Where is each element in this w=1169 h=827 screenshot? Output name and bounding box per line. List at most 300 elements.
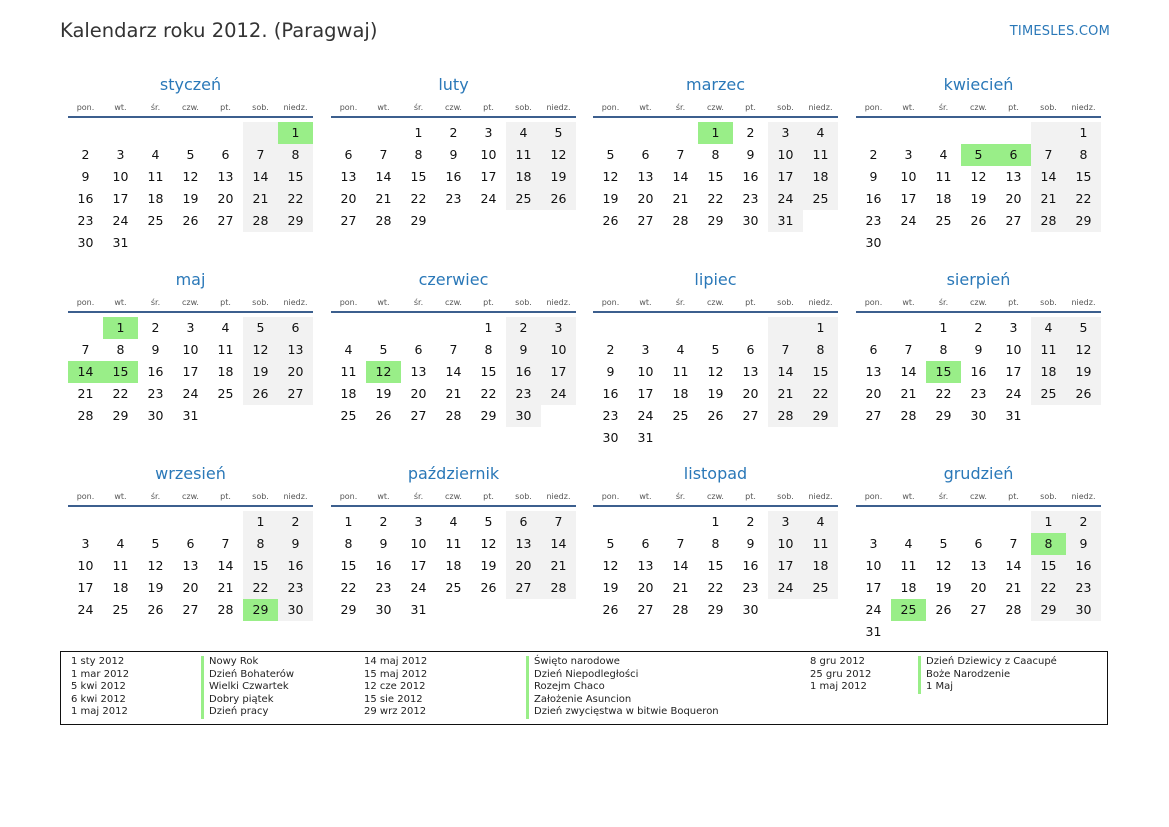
empty-day-cell <box>68 511 103 533</box>
day-cell: 12 <box>935 558 952 573</box>
day-cell: 29 <box>278 210 313 232</box>
day-cell: 30 <box>865 235 882 250</box>
day-cell: 31 <box>637 430 654 445</box>
day-cell: 14 <box>768 361 803 383</box>
day-cell: 28 <box>375 213 392 228</box>
day-cell: 5 <box>484 514 493 529</box>
day-cell: 27 <box>970 602 987 617</box>
empty-day-cell <box>103 122 138 144</box>
day-cell: 29 <box>112 408 129 423</box>
day-cell: 23 <box>77 213 94 228</box>
weekday-header <box>593 295 838 313</box>
weekday-label: pt. <box>220 492 231 501</box>
day-cell: 3 <box>1009 320 1018 335</box>
day-cell: 15 <box>480 364 497 379</box>
empty-day-cell <box>961 122 996 144</box>
day-cell: 13 <box>970 558 987 573</box>
empty-day-cell <box>961 511 996 533</box>
day-cell: 21 <box>375 191 392 206</box>
empty-day-cell <box>768 317 803 339</box>
day-cell: 3 <box>904 147 913 162</box>
day-cell: 2 <box>81 147 90 162</box>
day-cell: 19 <box>541 166 576 188</box>
holiday-date: 15 sie 2012 <box>364 693 423 705</box>
holiday-name: Wielki Czwartek <box>201 681 294 694</box>
day-cell: 17 <box>410 558 427 573</box>
day-cell: 13 <box>865 364 882 379</box>
weekday-label: śr. <box>150 492 161 501</box>
day-cell: 7 <box>1009 536 1018 551</box>
month-5 <box>68 269 313 427</box>
day-cell: 14 <box>541 533 576 555</box>
empty-day-cell <box>331 317 366 339</box>
holiday-date: 1 mar 2012 <box>71 668 130 680</box>
day-cell: 2 <box>151 320 160 335</box>
day-cell: 7 <box>221 536 230 551</box>
holiday-date: 1 maj 2012 <box>71 706 128 718</box>
day-cell: 8 <box>278 144 313 166</box>
weekday-label: niedz. <box>546 298 571 307</box>
day-cell: 20 <box>340 191 357 206</box>
day-cell: 25 <box>217 386 234 401</box>
holiday-col-names-3 <box>918 656 1057 694</box>
day-cell: 18 <box>900 580 917 595</box>
day-cell: 19 <box>1066 361 1101 383</box>
day-cell: 8 <box>711 536 720 551</box>
month-1 <box>68 74 313 254</box>
weekday-label: pon. <box>864 298 883 307</box>
empty-day-cell <box>593 317 628 339</box>
weekday-label: sob. <box>1040 492 1057 501</box>
weekday-label: śr. <box>150 103 161 112</box>
page-title: Kalendarz roku 2012. (Paragwaj) <box>60 19 378 42</box>
day-cell: 19 <box>602 580 619 595</box>
day-cell: 27 <box>637 213 654 228</box>
day-cell: 24 <box>637 408 654 423</box>
day-cell: 6 <box>974 536 983 551</box>
weekday-label: czw. <box>445 103 462 112</box>
day-cell: 23 <box>1066 577 1101 599</box>
day-cell: 9 <box>278 533 313 555</box>
day-cell: 18 <box>935 191 952 206</box>
day-cell: 26 <box>602 602 619 617</box>
day-cell: 25 <box>672 408 689 423</box>
day-cell: 13 <box>340 169 357 184</box>
holiday-name: Rozejm Chaco <box>526 681 719 694</box>
day-cell: 10 <box>541 339 576 361</box>
weekday-label: niedz. <box>546 492 571 501</box>
day-cell: 8 <box>344 536 353 551</box>
weekday-label: czw. <box>970 298 987 307</box>
day-cell: 8 <box>1066 144 1101 166</box>
day-cell: 4 <box>904 536 913 551</box>
weekday-label: śr. <box>150 298 161 307</box>
day-cell: 17 <box>865 580 882 595</box>
day-cell: 27 <box>340 213 357 228</box>
day-cell: 20 <box>1005 191 1022 206</box>
weekday-label: śr. <box>938 298 949 307</box>
day-cell: 7 <box>449 342 458 357</box>
month-8 <box>856 269 1101 427</box>
day-cell: 14 <box>672 558 689 573</box>
day-cell: 19 <box>147 580 164 595</box>
day-cell: 30 <box>1066 599 1101 621</box>
day-cell: 14 <box>672 169 689 184</box>
day-cell: 26 <box>147 602 164 617</box>
empty-day-cell <box>208 511 243 533</box>
weekday-header <box>856 295 1101 313</box>
day-cell: 10 <box>865 558 882 573</box>
day-cell: 27 <box>410 408 427 423</box>
day-cell: 14 <box>1005 558 1022 573</box>
day-cell: 6 <box>641 147 650 162</box>
day-cell: 2 <box>746 514 755 529</box>
day-cell: 27 <box>182 602 199 617</box>
month-3 <box>593 74 838 232</box>
day-cell: 4 <box>506 122 541 144</box>
day-cell: 26 <box>602 213 619 228</box>
day-cell: 5 <box>606 536 615 551</box>
day-cell: 10 <box>1005 342 1022 357</box>
empty-day-cell <box>593 511 628 533</box>
weekday-label: sob. <box>252 103 269 112</box>
day-cell: 20 <box>182 580 199 595</box>
day-cell: 20 <box>637 580 654 595</box>
month-11 <box>593 463 838 621</box>
weekday-label: pt. <box>745 298 756 307</box>
day-cell: 9 <box>449 147 458 162</box>
day-cell: 28 <box>768 405 803 427</box>
day-cell: 13 <box>506 533 541 555</box>
day-cell: 4 <box>151 147 160 162</box>
day-cell: 1 <box>711 514 720 529</box>
day-cell: 21 <box>77 386 94 401</box>
day-cell: 24 <box>410 580 427 595</box>
day-cell: 26 <box>970 213 987 228</box>
day-cell: 22 <box>243 577 278 599</box>
day-cell: 8 <box>116 342 125 357</box>
day-cell: 24 <box>480 191 497 206</box>
weekday-header <box>68 295 313 313</box>
day-cell: 10 <box>768 144 803 166</box>
day-cell: 6 <box>278 317 313 339</box>
day-cell: 1 <box>243 511 278 533</box>
weekday-label: pon. <box>339 298 358 307</box>
day-cell: 1 <box>414 125 423 140</box>
day-cell: 28 <box>243 210 278 232</box>
day-cell: 3 <box>541 317 576 339</box>
weekday-header <box>68 100 313 118</box>
day-cell: 31 <box>865 624 882 639</box>
month-name: wrzesień <box>155 464 226 483</box>
day-cell: 16 <box>506 361 541 383</box>
day-cell: 3 <box>186 320 195 335</box>
day-cell: 8 <box>484 342 493 357</box>
day-cell: 20 <box>637 191 654 206</box>
day-cell: 9 <box>606 364 615 379</box>
weekday-label: sob. <box>515 492 532 501</box>
day-cell: 18 <box>217 364 234 379</box>
day-cell: 30 <box>375 602 392 617</box>
day-cell: 23 <box>445 191 462 206</box>
day-cell: 28 <box>217 602 234 617</box>
day-cell: 4 <box>939 147 948 162</box>
days-grid <box>593 122 838 232</box>
day-cell: 28 <box>672 213 689 228</box>
day-cell: 17 <box>637 386 654 401</box>
weekday-label: śr. <box>413 103 424 112</box>
weekday-label: pt. <box>220 298 231 307</box>
day-cell: 2 <box>449 125 458 140</box>
day-cell: 9 <box>151 342 160 357</box>
day-cell: 23 <box>970 386 987 401</box>
day-cell: 25 <box>803 188 838 210</box>
month-2 <box>331 74 576 232</box>
holiday-date: 25 gru 2012 <box>810 668 872 680</box>
day-cell: 30 <box>506 405 541 427</box>
day-cell: 8 <box>711 147 720 162</box>
day-cell: 16 <box>970 364 987 379</box>
weekday-label: czw. <box>445 492 462 501</box>
day-cell: 30 <box>147 408 164 423</box>
day-cell: 15 <box>243 555 278 577</box>
holiday-name: Dobry piątek <box>201 694 294 707</box>
holiday-name: Dzień pracy <box>201 706 294 719</box>
day-cell: 3 <box>484 125 493 140</box>
empty-day-cell <box>68 317 103 339</box>
day-cell: 5 <box>186 147 195 162</box>
day-cell: 21 <box>1031 188 1066 210</box>
day-cell: 8 <box>939 342 948 357</box>
weekday-label: pon. <box>76 103 95 112</box>
weekday-label: śr. <box>413 298 424 307</box>
day-cell: 10 <box>410 536 427 551</box>
day-cell: 8 <box>243 533 278 555</box>
weekday-label: pon. <box>601 298 620 307</box>
day-cell: 5 <box>711 342 720 357</box>
day-cell: 31 <box>182 408 199 423</box>
empty-day-cell <box>996 122 1031 144</box>
weekday-label: niedz. <box>283 103 308 112</box>
day-cell: 25 <box>935 213 952 228</box>
day-cell: 30 <box>970 408 987 423</box>
day-cell: 21 <box>243 188 278 210</box>
day-cell: 14 <box>243 166 278 188</box>
month-name: kwiecień <box>943 75 1014 94</box>
day-cell: 2 <box>869 147 878 162</box>
holiday-date: 8 gru 2012 <box>810 656 865 667</box>
day-cell: 30 <box>742 602 759 617</box>
day-cell: 14 <box>217 558 234 573</box>
day-cell: 18 <box>112 580 129 595</box>
day-cell: 1 <box>1066 122 1101 144</box>
day-cell: 18 <box>445 558 462 573</box>
weekday-header <box>331 489 576 507</box>
day-cell: 22 <box>803 383 838 405</box>
day-cell: 10 <box>182 342 199 357</box>
days-grid <box>68 122 313 254</box>
weekday-label: czw. <box>182 492 199 501</box>
day-cell: 15 <box>340 558 357 573</box>
weekday-label: pt. <box>483 103 494 112</box>
day-cell: 24 <box>1005 386 1022 401</box>
day-cell: 25 <box>445 580 462 595</box>
day-cell: 18 <box>147 191 164 206</box>
month-name: lipiec <box>694 270 737 289</box>
site-link[interactable]: TIMESLES.COM <box>1009 24 1110 39</box>
weekday-header <box>331 100 576 118</box>
empty-day-cell <box>663 122 698 144</box>
day-cell: 30 <box>602 430 619 445</box>
days-grid <box>331 511 576 621</box>
weekday-label: pon. <box>339 103 358 112</box>
holiday-date: 14 maj 2012 <box>364 656 428 667</box>
empty-day-cell <box>436 317 471 339</box>
day-cell: 26 <box>707 408 724 423</box>
weekday-header <box>331 295 576 313</box>
day-cell: 16 <box>742 169 759 184</box>
day-cell: 6 <box>641 536 650 551</box>
days-grid <box>593 317 838 449</box>
day-cell: 28 <box>541 577 576 599</box>
day-cell: 21 <box>1005 580 1022 595</box>
day-cell: 9 <box>81 169 90 184</box>
day-cell: 2 <box>606 342 615 357</box>
holiday-date: 6 kwi 2012 <box>71 693 126 705</box>
month-name: styczeń <box>159 75 222 94</box>
weekday-label: wt. <box>902 492 915 501</box>
day-cell: 17 <box>77 580 94 595</box>
day-cell: 11 <box>506 144 541 166</box>
holiday-col-dates-2 <box>364 656 427 719</box>
empty-day-cell <box>401 317 436 339</box>
empty-day-cell <box>663 511 698 533</box>
day-cell: 3 <box>414 514 423 529</box>
day-cell: 23 <box>865 213 882 228</box>
weekday-label: czw. <box>970 103 987 112</box>
day-cell: 28 <box>445 408 462 423</box>
empty-day-cell <box>173 122 208 144</box>
day-cell: 29 <box>480 408 497 423</box>
day-cell: 22 <box>480 386 497 401</box>
day-cell: 22 <box>1066 188 1101 210</box>
weekday-header <box>856 100 1101 118</box>
weekday-label: śr. <box>413 492 424 501</box>
day-cell: 23 <box>742 580 759 595</box>
days-grid <box>331 122 576 232</box>
day-cell: 23 <box>375 580 392 595</box>
holiday-day-cell: 12 <box>366 361 401 383</box>
month-name: grudzień <box>943 464 1014 483</box>
day-cell: 11 <box>112 558 129 573</box>
day-cell: 15 <box>707 558 724 573</box>
day-cell: 23 <box>278 577 313 599</box>
day-cell: 12 <box>147 558 164 573</box>
day-cell: 13 <box>278 339 313 361</box>
day-cell: 29 <box>707 213 724 228</box>
day-cell: 23 <box>602 408 619 423</box>
day-cell: 10 <box>112 169 129 184</box>
day-cell: 21 <box>900 386 917 401</box>
day-cell: 6 <box>746 342 755 357</box>
days-grid <box>68 511 313 621</box>
weekday-label: pon. <box>339 492 358 501</box>
day-cell: 17 <box>182 364 199 379</box>
day-cell: 10 <box>480 147 497 162</box>
day-cell: 15 <box>803 361 838 383</box>
day-cell: 26 <box>935 602 952 617</box>
day-cell: 25 <box>803 577 838 599</box>
weekday-label: pt. <box>483 298 494 307</box>
day-cell: 9 <box>869 169 878 184</box>
weekday-label: niedz. <box>1071 298 1096 307</box>
day-cell: 16 <box>375 558 392 573</box>
day-cell: 14 <box>900 364 917 379</box>
day-cell: 26 <box>182 213 199 228</box>
weekday-label: śr. <box>938 492 949 501</box>
empty-day-cell <box>628 317 663 339</box>
month-name: listopad <box>683 464 748 483</box>
day-cell: 19 <box>375 386 392 401</box>
day-cell: 12 <box>1066 339 1101 361</box>
empty-day-cell <box>856 317 891 339</box>
holiday-day-cell: 1 <box>103 317 138 339</box>
holiday-day-cell: 14 <box>68 361 103 383</box>
day-cell: 25 <box>340 408 357 423</box>
weekday-label: czw. <box>970 492 987 501</box>
day-cell: 23 <box>742 191 759 206</box>
day-cell: 5 <box>151 536 160 551</box>
day-cell: 21 <box>672 191 689 206</box>
month-9 <box>68 463 313 621</box>
weekday-label: niedz. <box>1071 492 1096 501</box>
weekday-label: wt. <box>902 298 915 307</box>
day-cell: 17 <box>480 169 497 184</box>
weekday-label: pon. <box>76 492 95 501</box>
weekday-label: sob. <box>515 103 532 112</box>
day-cell: 18 <box>803 166 838 188</box>
day-cell: 26 <box>375 408 392 423</box>
empty-day-cell <box>856 122 891 144</box>
day-cell: 19 <box>935 580 952 595</box>
day-cell: 24 <box>182 386 199 401</box>
day-cell: 13 <box>637 169 654 184</box>
holiday-list <box>60 651 1108 725</box>
day-cell: 18 <box>506 166 541 188</box>
day-cell: 4 <box>1031 317 1066 339</box>
day-cell: 20 <box>970 580 987 595</box>
day-cell: 12 <box>541 144 576 166</box>
day-cell: 8 <box>414 147 423 162</box>
holiday-day-cell: 6 <box>996 144 1031 166</box>
day-cell: 9 <box>506 339 541 361</box>
weekday-label: pt. <box>745 492 756 501</box>
holiday-day-cell: 15 <box>926 361 961 383</box>
day-cell: 28 <box>900 408 917 423</box>
holiday-name: Dzień Bohaterów <box>201 669 294 682</box>
day-cell: 7 <box>768 339 803 361</box>
weekday-label: wt. <box>377 103 390 112</box>
day-cell: 2 <box>1066 511 1101 533</box>
holiday-date: 12 cze 2012 <box>364 681 426 693</box>
day-cell: 22 <box>1031 577 1066 599</box>
day-cell: 2 <box>506 317 541 339</box>
weekday-label: pon. <box>864 492 883 501</box>
days-grid <box>68 317 313 427</box>
day-cell: 30 <box>742 213 759 228</box>
month-4 <box>856 74 1101 254</box>
weekday-label: wt. <box>114 492 127 501</box>
